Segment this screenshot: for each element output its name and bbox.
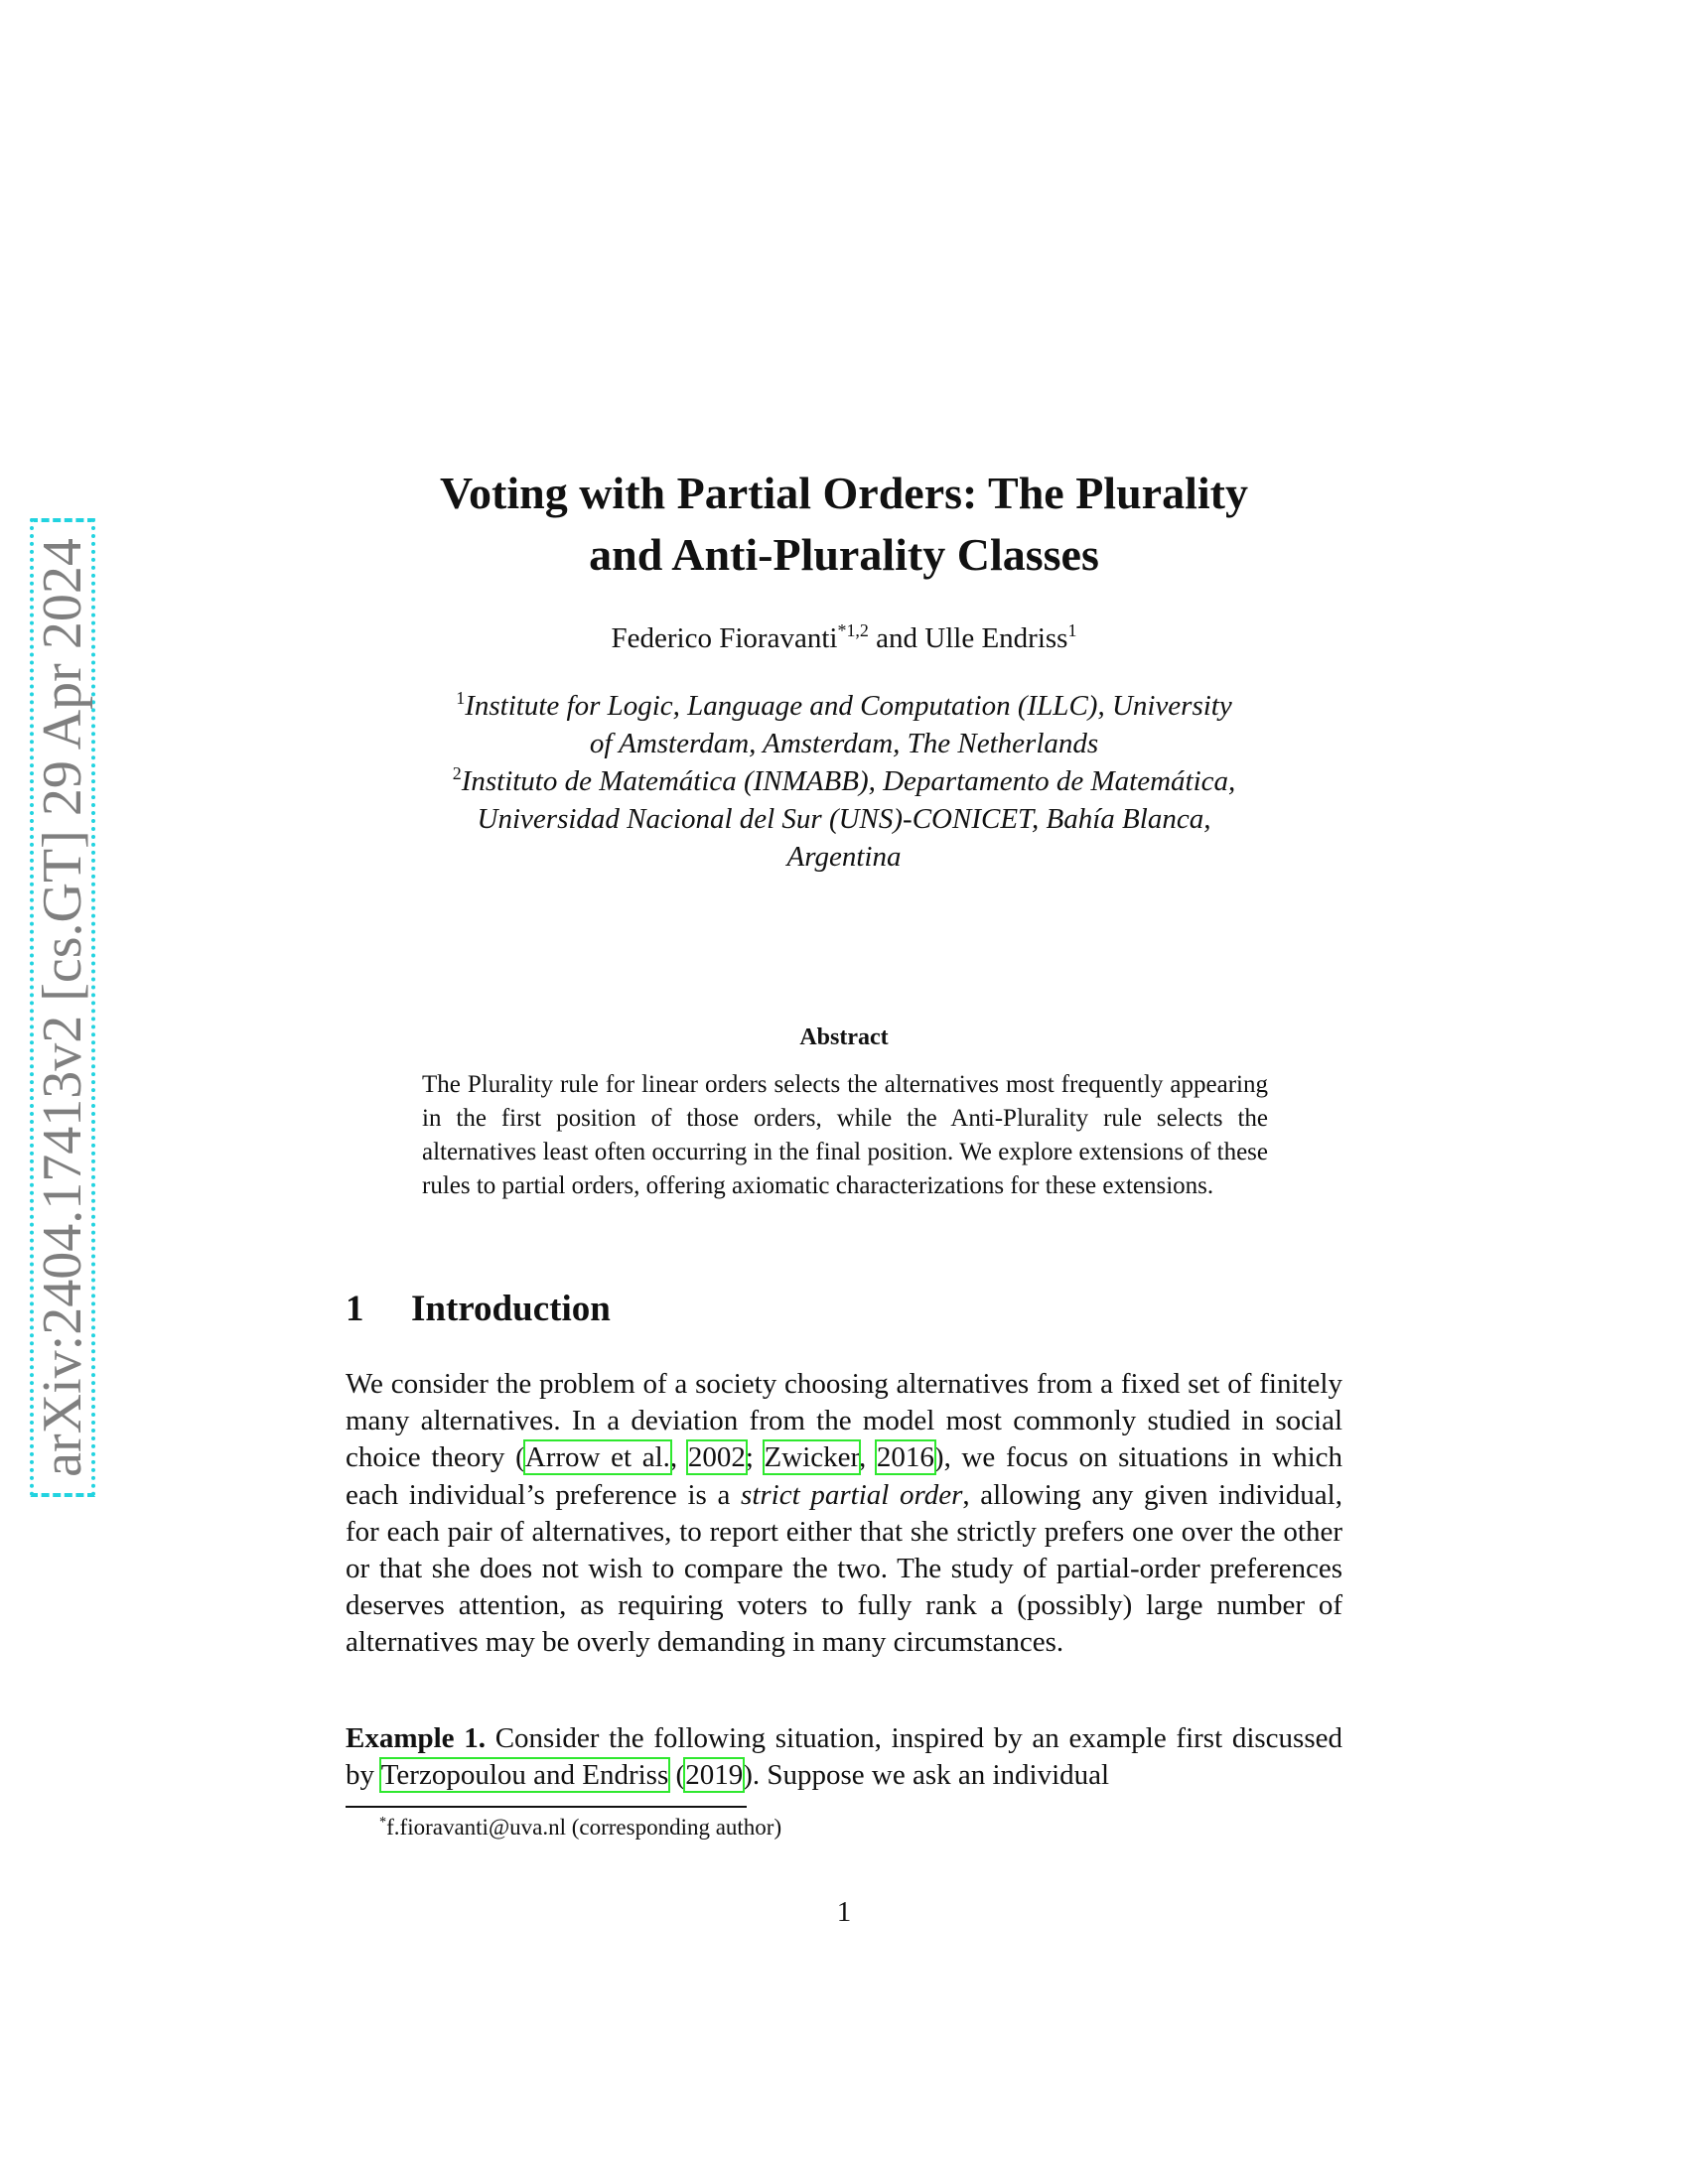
emphasized-term: strict partial order — [741, 1478, 963, 1511]
affiliation-marker: 1 — [456, 688, 466, 709]
footnote-text: f.fioravanti@uva.nl (corresponding author) — [386, 1815, 782, 1840]
affiliation-text: Instituto de Matemática (INMABB), Departamento de Matemática, — [461, 765, 1236, 797]
section-title: Introduction — [411, 1289, 611, 1329]
citation-separator: ( — [668, 1759, 686, 1792]
footnote — [379, 1813, 1342, 1843]
paragraph-text: ). Suppose we ask an individual — [743, 1759, 1110, 1792]
citation-separator: ; — [745, 1441, 765, 1474]
footnote-divider — [346, 1806, 747, 1808]
paragraph-text: We consider the problem of a society choosing alternatives from a fixed set of finitely many alternatives. In a deviation from the model most commonly studied in social choice theory ( — [346, 1368, 1342, 1474]
paper-title — [346, 463, 1342, 586]
section-heading-introduction — [346, 1287, 1342, 1332]
paragraph-text: Consider the following situation, inspired by an example first discussed by — [346, 1722, 1342, 1792]
example-1-paragraph — [346, 1720, 1342, 1794]
example-label: Example 1. — [346, 1722, 487, 1754]
section-number: 1 — [346, 1289, 364, 1329]
citation-link-terzopoulou[interactable]: Terzopoulou and Endriss — [380, 1759, 669, 1792]
title-line-2: and Anti-Plurality Classes — [589, 529, 1099, 580]
abstract-heading: Abstract — [799, 1024, 889, 1050]
arxiv-stamp-text: arXiv:2404.17413v2 [cs.GT] 29 Apr 2024 — [32, 538, 93, 1477]
affiliation-2-line-2: Universidad Nacional del Sur (UNS)-CONICET, Bahía Blanca, — [477, 803, 1211, 835]
affiliation-text: Institute for Logic, Language and Computation (ILLC), University — [465, 690, 1232, 722]
affiliation-2-line-1 — [346, 762, 1342, 800]
intro-paragraph-1 — [346, 1366, 1342, 1662]
author-list — [346, 619, 1342, 657]
citation-link-arrow-year[interactable]: 2002 — [687, 1441, 746, 1474]
author-affiliation-marker[interactable]: *1,2 — [837, 620, 869, 641]
footnote-marker: * — [379, 1814, 387, 1831]
page-number: 1 — [836, 1896, 852, 1928]
citation-link-zwicker-year[interactable]: 2016 — [876, 1441, 934, 1474]
affiliation-1-line-1 — [346, 687, 1342, 725]
affiliations — [346, 687, 1342, 876]
arxiv-identifier-stamp[interactable] — [30, 518, 95, 1497]
title-line-1: Voting with Partial Orders: The Plurality — [440, 468, 1248, 518]
citation-link-terzopoulou-year[interactable]: 2019 — [685, 1759, 744, 1792]
citation-link-arrow[interactable]: Arrow et al. — [524, 1441, 670, 1474]
author-joiner: and — [868, 622, 925, 654]
affiliation-marker: 2 — [452, 763, 462, 784]
paragraph-text: ), we focus on situations in which each individual’s preference is a — [346, 1441, 1343, 1511]
abstract-text: The Plurality rule for linear orders selects the alternatives most frequently appearing in the first position of those orders, while the Anti-Plurality rule selects the alternatives least often occurring in the final position. We explore extensions of these rules to partial orders, offering axiomatic characterizations for these extensions. — [422, 1071, 1268, 1199]
author-name: Ulle Endriss — [924, 622, 1068, 654]
paragraph-text: , allowing any given individual, for each pair of alternatives, to report either that she strictly prefers one over the other or that she does not wish to compare the two. The study of partial-order preferences deserves attention, as requiring voters to fully rank a (possibly) large number of alternatives may be overly demanding in many circumstances. — [346, 1478, 1342, 1659]
affiliation-2-line-3: Argentina — [786, 841, 902, 873]
citation-link-zwicker[interactable]: Zwicker — [764, 1441, 859, 1474]
citation-separator: , — [859, 1441, 877, 1474]
author-affiliation-marker: 1 — [1067, 620, 1077, 641]
affiliation-1-line-2: of Amsterdam, Amsterdam, The Netherlands — [589, 728, 1099, 759]
citation-separator: , — [669, 1441, 688, 1474]
author-name: Federico Fioravanti — [611, 622, 838, 654]
